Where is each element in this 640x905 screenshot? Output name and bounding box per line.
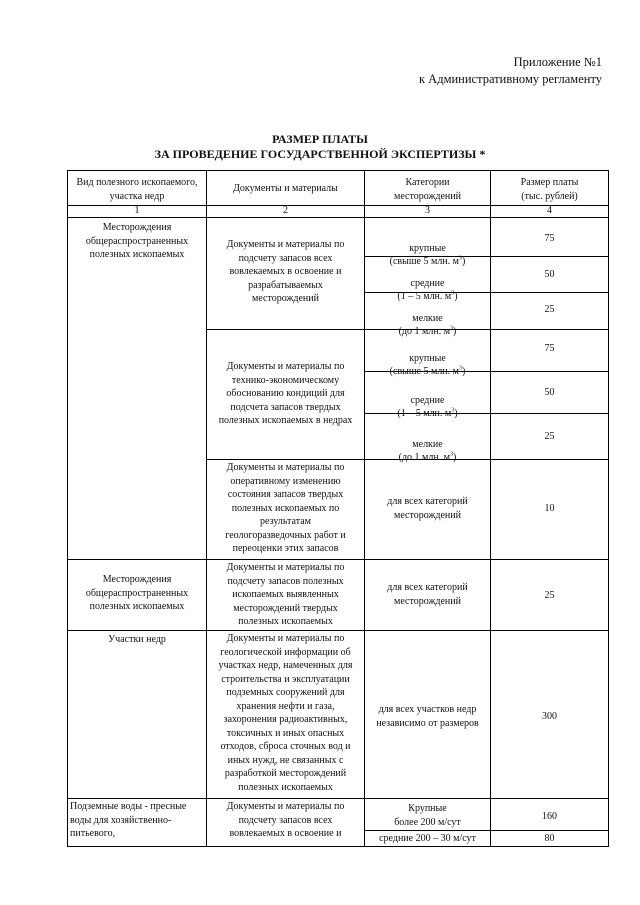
fee-cell: 25 [544,590,555,601]
fee-cell: 300 [542,711,557,722]
category-range: (1 – 5 млн. м [397,408,452,419]
header-categories: Категории месторождений [394,177,461,202]
mineral-type-cell: Участки недр [108,634,166,645]
category-label: мелкие [412,438,443,450]
appendix-line-1: Приложение №1 [513,55,602,69]
table-border-left [67,170,68,847]
column-number: 4 [547,205,552,216]
category-cell [365,380,490,421]
category-cell: средние 200 – 30 м/сут [379,833,476,844]
category-range: (до 1 млн. м [398,326,451,337]
category-range: (свыше 5 млн. м [389,366,459,377]
table-rule [67,630,609,631]
documents-cell: Документы и материалы по подсчету запасов полезных ископаемых выявленных месторождений твердых полезных ископаемых [226,562,345,627]
close-paren: ) [453,452,457,463]
header-fee: Размер платы (тыс. рублей) [520,177,579,202]
category-cell [365,298,490,339]
category-label: крупные [409,352,446,364]
category-range: (свыше 5 млн. м [389,256,459,267]
table-border-top [67,170,609,171]
table-border-bottom [67,846,609,847]
documents-cell: Документы и материалы по оперативному изменению состояния запасов твердых полезных ископаемых по результатам геологоразведочных работ и переоценки этих запасов [225,462,346,554]
header-type: Вид полезного ископаемого, участка недр [76,177,198,202]
close-paren: ) [454,408,458,419]
table-rule [67,798,609,799]
fee-cell: 75 [544,233,555,244]
category-cell [365,338,490,379]
close-paren: ) [462,256,466,267]
category-cell: Крупные более 200 м/сут [394,803,461,828]
title-line-2: ЗА ПРОВЕДЕНИЕ ГОСУДАРСТВЕННОЙ ЭКСПЕРТИЗЫ * [154,147,486,161]
fee-cell: 160 [542,811,557,822]
fee-cell: 50 [544,387,555,398]
category-range: (1 – 5 млн. м [397,291,452,302]
category-label: средние [410,277,445,289]
header-documents: Документы и материалы [233,183,338,194]
close-paren: ) [453,326,457,337]
superscript-3: 3 [459,365,462,372]
documents-cell: Документы и материалы по геологической информации об участках недр, намеченных для строительства и эксплуатации подземных сооружений для хранения нефти и газа, захоронения радиоактивных, токсичных и иных опасных отходов, сброса сточных вод и иных нужд, не связанных с разработкой месторождений полезных ископаемых [218,633,353,793]
fee-cell: 75 [544,343,555,354]
column-number: 1 [134,205,140,216]
superscript-3: 3 [450,325,454,332]
documents-cell: Документы и материалы по подсчету запасов всех вовлекаемых в освоение и разрабатываемых месторождений [226,239,345,304]
fee-cell: 10 [544,503,555,514]
fee-cell: 25 [544,304,555,315]
table-rule [67,559,609,560]
category-cell [365,424,490,465]
appendix-line-2: к Административному регламенту [418,72,602,86]
fee-cell: 80 [544,833,555,844]
title-line-1: РАЗМЕР ПЛАТЫ [272,132,368,146]
superscript-3: 3 [451,290,455,297]
close-paren: ) [454,291,458,302]
documents-cell: Документы и материалы по подсчету запасов всех вовлекаемых в освоение и [226,801,345,839]
table-rule [364,830,609,831]
superscript-3: 3 [451,407,455,414]
mineral-type-cell: Месторождения общераспространенных полезных ископаемых [85,222,189,260]
fee-cell: 25 [544,431,555,442]
close-paren: ) [462,366,466,377]
superscript-3: 3 [450,451,454,458]
mineral-type-cell: Подземные воды - пресные воды для хозяйственно- питьевого, [70,801,187,839]
category-label: средние [410,394,445,406]
column-number: 2 [283,205,288,216]
documents-cell: Документы и материалы по технико-экономическому обоснованию кондиций для подсчета запасов твердых полезных ископаемых в недрах [218,361,353,426]
category-cell: для всех категорий месторождений [387,496,468,521]
category-range: (до 1 млн. м [398,452,451,463]
category-cell: для всех категорий месторождений [387,582,468,607]
category-label: крупные [409,242,446,254]
table-border-right [608,170,609,847]
superscript-3: 3 [459,255,462,262]
category-label: мелкие [412,312,443,324]
column-number: 3 [425,205,430,216]
fee-cell: 50 [544,269,555,280]
mineral-type-cell: Месторождения общераспространенных полезных ископаемых [85,574,189,612]
category-cell: для всех участков недр независимо от размеров [376,704,479,729]
